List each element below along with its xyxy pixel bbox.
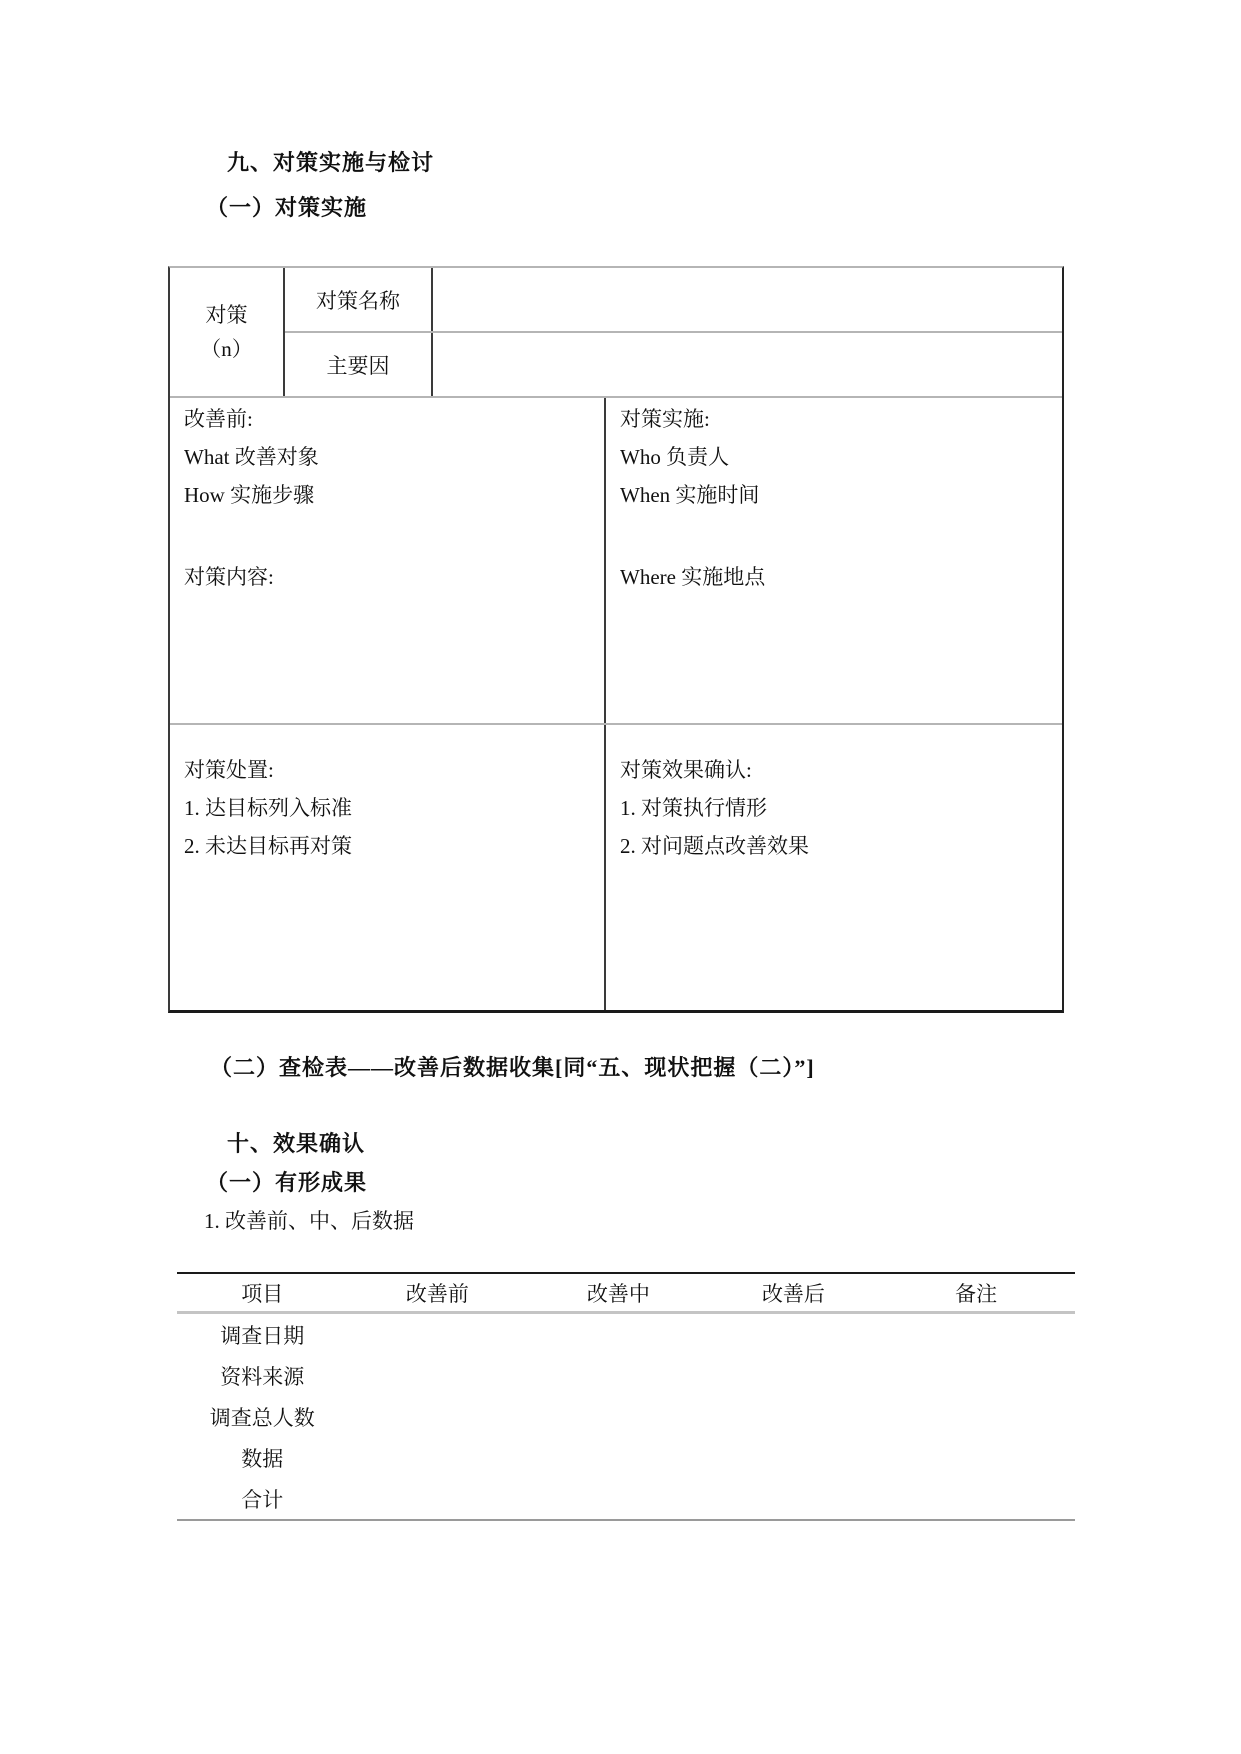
row-label-total-surveyed: 调查总人数 (209, 1405, 315, 1430)
what-target-line: What 改善对象 (184, 445, 319, 469)
effect-confirmation-cell (606, 725, 1062, 1010)
countermeasure-name-label: 对策名称 (285, 268, 433, 331)
row-label-data: 数据 (241, 1446, 284, 1471)
header-during: 改善中 (586, 1281, 650, 1306)
before-improvement-cell (170, 398, 606, 723)
checklist-note-heading: （二）查检表——改善后数据收集[同“五、现状把握（二）”] (210, 1055, 815, 1080)
table-row (177, 1355, 1075, 1396)
countermeasure-n-line2: （n） (200, 337, 253, 361)
before-improvement-title: 改善前: (184, 407, 253, 431)
disposal-cell (170, 725, 606, 1010)
row-label-data-source: 资料来源 (220, 1364, 305, 1389)
effect-item-2: 2. 对问题点改善效果 (620, 834, 809, 858)
countermeasure-n-cell (170, 268, 285, 396)
disposal-item-1: 1. 达目标列入标准 (184, 796, 352, 820)
section-nine-sub-one-heading: （一）对策实施 (206, 195, 368, 220)
section-ten-title: 十、效果确认 (227, 1131, 366, 1156)
section-nine-title: 九、对策实施与检讨 (227, 150, 435, 175)
main-cause-label: 主要因 (285, 333, 433, 396)
countermeasure-table (168, 266, 1064, 1013)
where-place-line: Where 实施地点 (620, 565, 766, 589)
effect-item-1: 1. 对策执行情形 (620, 796, 767, 820)
countermeasure-name-value-cell (433, 268, 1062, 331)
header-remarks: 备注 (955, 1281, 998, 1306)
table-row (177, 1478, 1075, 1519)
implementation-cell (606, 398, 1062, 723)
table-row (177, 1396, 1075, 1437)
results-table (177, 1272, 1075, 1521)
disposal-title: 对策处置: (184, 758, 274, 782)
when-time-line: When 实施时间 (620, 483, 760, 507)
header-after: 改善后 (761, 1281, 825, 1306)
row-label-total: 合计 (241, 1487, 284, 1512)
table-row (177, 1314, 1075, 1355)
header-item: 项目 (241, 1281, 284, 1306)
disposal-item-2: 2. 未达目标再对策 (184, 834, 352, 858)
table-row (177, 1437, 1075, 1478)
who-person-line: Who 负责人 (620, 445, 730, 469)
implementation-title: 对策实施: (620, 407, 710, 431)
countermeasure-content-label: 对策内容: (184, 565, 274, 589)
row-label-survey-date: 调查日期 (220, 1323, 305, 1348)
section-ten-sub-one-heading: （一）有形成果 (206, 1170, 368, 1195)
effect-confirmation-title: 对策效果确认: (620, 758, 752, 782)
main-cause-value-cell (433, 333, 1062, 396)
data-list-item: 1. 改善前、中、后数据 (204, 1209, 414, 1233)
how-steps-line: How 实施步骤 (184, 483, 315, 507)
countermeasure-n-line1: 对策 (205, 303, 248, 327)
header-before: 改善前 (405, 1281, 469, 1306)
countermeasure-table-header-block (170, 268, 1062, 398)
results-table-header-row (177, 1274, 1075, 1314)
